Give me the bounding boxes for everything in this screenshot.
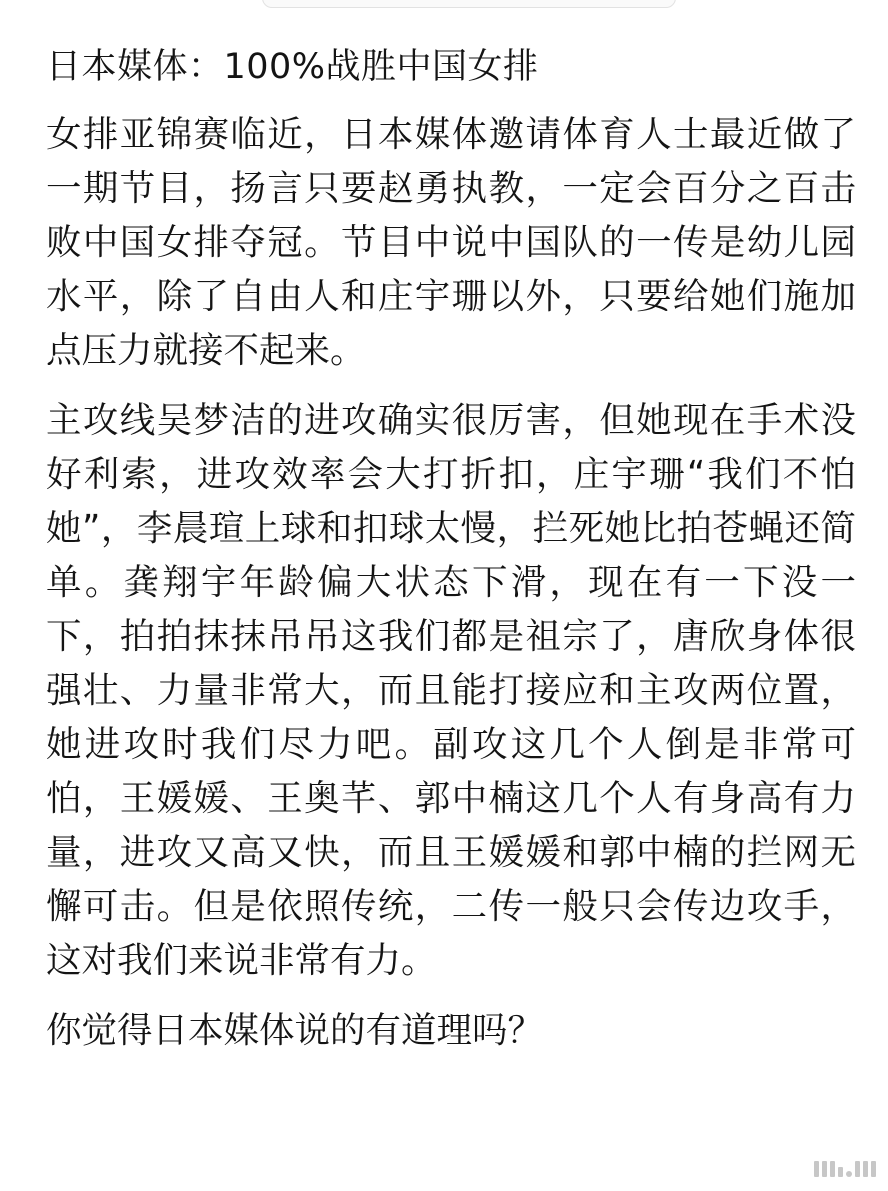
closing-question: 你觉得日本媒体说的有道理吗？: [46, 1010, 544, 1051]
article-body: [46, 40, 856, 1074]
top-bar: [262, 0, 676, 8]
site-logo-icon: [814, 1161, 876, 1177]
article-headline: 日本媒体：100%战胜中国女排: [46, 47, 539, 87]
article-paragraph: 主攻线吴梦洁的进攻确实很厉害，但她现在手术没好利索，进攻效率会大打折扣，庄宇珊“我们不怕她”，李晨瑄上球和扣球太慢，拦死她比拍苍蝇还简单。龚翔宇年龄偏大状态下滑，现在有一下没一下，拍拍抹抹吊吊这我们都是祖宗了，唐欣身体很强壮、力量非常大，而且能打接应和主攻两位置，她进攻时我们尽力吧。副攻这几个人倒是非常可怕，王媛媛、王奥芊、郭中楠这几个人有身高有力量，进攻又高又快，而且王媛媛和郭中楠的拦网无懈可击。但是依照传统，二传一般只会传边攻手，这对我们来说非常有力。: [46, 400, 856, 981]
article-paragraph: 女排亚锦赛临近，日本媒体邀请体育人士最近做了一期节目，扬言只要赵勇执教，一定会百分之百击败中国女排夺冠。节目中说中国队的一传是幼儿园水平，除了自由人和庄宇珊以外，只要给她们施加点压力就接不起来。: [46, 114, 856, 371]
